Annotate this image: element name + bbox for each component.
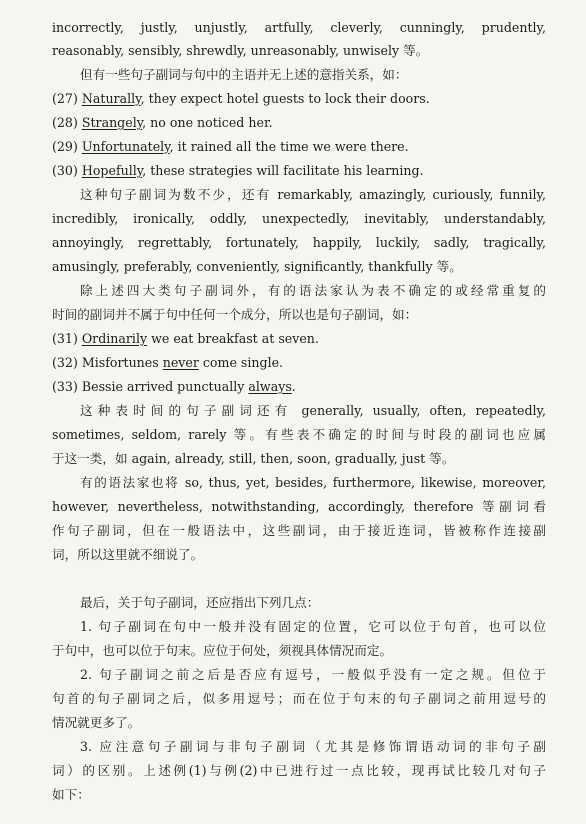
example-31: (31) Ordinarily we eat breakfast at seven. (52, 331, 319, 346)
text-line: 这种句子副词为数不少，还有 remarkably, amazingly, curiously, funnily, (80, 187, 546, 202)
text-line: 作句子副词，但在一般语法中，这些副词，由于接近连词，皆被称作连接副 (52, 523, 546, 538)
example-28: (28) Strangely, no one noticed her. (52, 115, 273, 130)
text-line: 有的语法家也将 so, thus, yet, besides, furthermore, likewise, moreover, (80, 475, 546, 490)
text-line: 这种表时间的句子副词还有 generally, usually, often, repeatedly, (80, 403, 546, 418)
text-line: incredibly, ironically, oddly, unexpectedly, inevitably, understandably, (52, 211, 546, 226)
text-line: 如下： (52, 787, 90, 802)
text-line: 于这一类，如 again, already, still, then, soon, gradually, just 等。 (52, 451, 455, 466)
text-line: 1. 句子副词在句中一般并没有固定的位置，它可以位于句首，也可以位 (80, 619, 546, 634)
text-line: annoyingly, regrettably, fortunately, happily, luckily, sadly, tragically, (52, 235, 546, 250)
text-line: 时间的副词并不属于句中任何一个成分，所以也是句子副词，如： (52, 307, 418, 322)
example-33: (33) Bessie arrived punctually always. (52, 379, 296, 394)
text-line: 2. 句子副词之前之后是否应有逗号，一般似乎没有一定之规。但位于 (80, 667, 546, 682)
text-line: however, nevertheless, notwithstanding, accordingly, therefore 等副词看 (52, 499, 546, 514)
text-line: 情况就更多了。 (52, 715, 141, 730)
text-line: 最后，关于句子副词，还应指出下列几点： (80, 595, 320, 610)
text-line: amusingly, preferably, conveniently, significantly, thankfully 等。 (52, 259, 462, 274)
text-line: 除上述四大类句子副词外，有的语法家认为表不确定的或经常重复的 (80, 283, 546, 298)
example-32: (32) Misfortunes never come single. (52, 355, 284, 370)
text-line: 词）的区别。上述例(1)与例(2)中已进行过一点比较，现再试比较几对句子 (52, 763, 546, 778)
text-line: 于句中，也可以位于句末。应位于何处，须视具体情况而定。 (52, 643, 393, 658)
text-line: 但有一些句子副词与句中的主语并无上述的意指关系，如： (80, 67, 408, 82)
example-29: (29) Unfortunately, it rained all the time we were there. (52, 139, 409, 154)
text-line: reasonably, sensibly, shrewdly, unreasonably, unwisely 等。 (52, 43, 429, 58)
text-line: 3. 应注意句子副词与非句子副词（尤其是修饰谓语动词的非句子副 (80, 739, 546, 754)
example-30: (30) Hopefully, these strategies will facilitate his learning. (52, 163, 424, 178)
text-line: incorrectly, justly, unjustly, artfully, cleverly, cunningly, prudently, (52, 20, 546, 35)
text-line: sometimes, seldom, rarely 等。有些表不确定的时间与时段的副词也应属 (52, 427, 546, 442)
text-line: 词，所以这里就不细说了。 (52, 547, 204, 562)
text-line: 句首的句子副词之后，似多用逗号；而在位于句末的句子副词之前用逗号的 (52, 691, 546, 706)
example-27: (27) Naturally, they expect hotel guests to lock their doors. (52, 91, 430, 106)
